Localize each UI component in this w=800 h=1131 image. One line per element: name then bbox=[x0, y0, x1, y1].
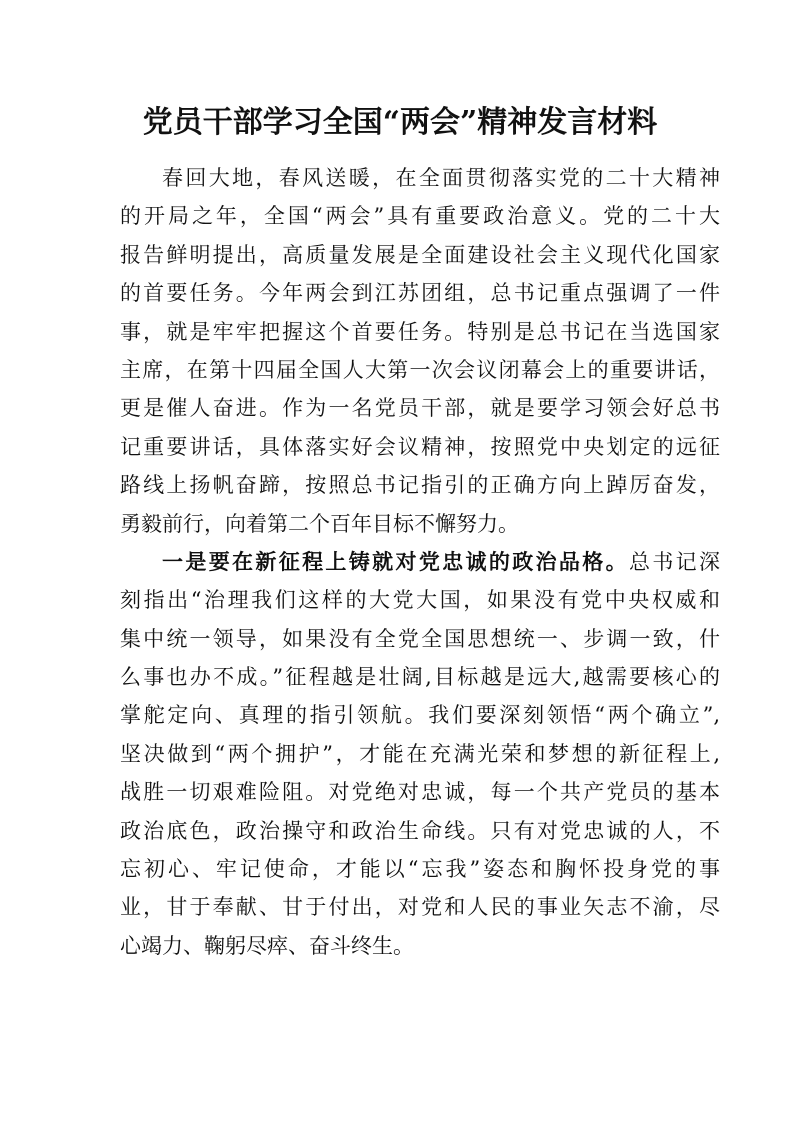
paragraph-line: 的开局之年，全国“两会”具有重要政治意义。党的二十大 bbox=[120, 204, 720, 229]
document-title: 党员干部学习全国“两会”精神发言材料 bbox=[142, 105, 658, 140]
paragraph-line: 更是催人奋进。作为一名党员干部，就是要学习领会好总书 bbox=[120, 396, 720, 421]
paragraph-line: 的首要任务。今年两会到江苏团组，总书记重点强调了一件 bbox=[120, 281, 720, 306]
paragraph-line: 主席，在第十四届全国人大第一次会议闭幕会上的重要讲话， bbox=[120, 357, 720, 382]
paragraph-line: 业，甘于奉献、甘于付出，对党和人民的事业矢志不渝，尽 bbox=[120, 895, 720, 920]
paragraph-line-rest: 总书记深 bbox=[628, 549, 720, 574]
paragraph-line: 么事也办不成。”征程越是壮阔,目标越是远大,越需要核心的 bbox=[120, 665, 720, 690]
paragraph-line: 事，就是牢牢把握这个首要任务。特别是总书记在当选国家 bbox=[120, 319, 720, 344]
paragraph-line: 春回大地，春风送暖，在全面贯彻落实党的二十大精神 bbox=[162, 166, 720, 190]
paragraph-line: 报告鲜明提出，高质量发展是全面建设社会主义现代化国家 bbox=[120, 242, 720, 267]
paragraph-intro bbox=[120, 159, 720, 965]
paragraph-line: 掌舵定向、真理的指引领航。我们要深刻领悟“两个确立”, bbox=[120, 703, 720, 728]
paragraph-line: 记重要讲话，具体落实好会议精神，按照党中央划定的远征 bbox=[120, 434, 720, 459]
paragraph-line: 忘初心、牢记使命，才能以“忘我”姿态和胸怀投身党的事 bbox=[120, 857, 720, 882]
paragraph-line: 坚决做到“两个拥护”，才能在充满光荣和梦想的新征程上, bbox=[120, 741, 720, 766]
paragraph-line: 政治底色，政治操守和政治生命线。只有对党忠诚的人，不 bbox=[120, 818, 720, 843]
paragraph-line: 路线上扬帆奋蹄，按照总书记指引的正确方向上踔厉奋发， bbox=[120, 473, 720, 498]
section-heading: 一是要在新征程上铸就对党忠诚的政治品格。 bbox=[162, 548, 629, 574]
paragraph-line: 集中统一领导，如果没有全党全国思想统一、步调一致，什 bbox=[120, 626, 720, 651]
paragraph-line: 战胜一切艰难险阻。对党绝对忠诚，每一个共产党员的基本 bbox=[120, 780, 720, 805]
paragraph-line: 勇毅前行，向着第二个百年目标不懈努力。 bbox=[120, 511, 519, 536]
paragraph-heading-line bbox=[120, 543, 720, 581]
paragraph-line: 心竭力、鞠躬尽瘁、奋斗终生。 bbox=[120, 933, 414, 958]
paragraph-line: 刻指出“治理我们这样的大党大国，如果没有党中央权威和 bbox=[120, 588, 720, 613]
